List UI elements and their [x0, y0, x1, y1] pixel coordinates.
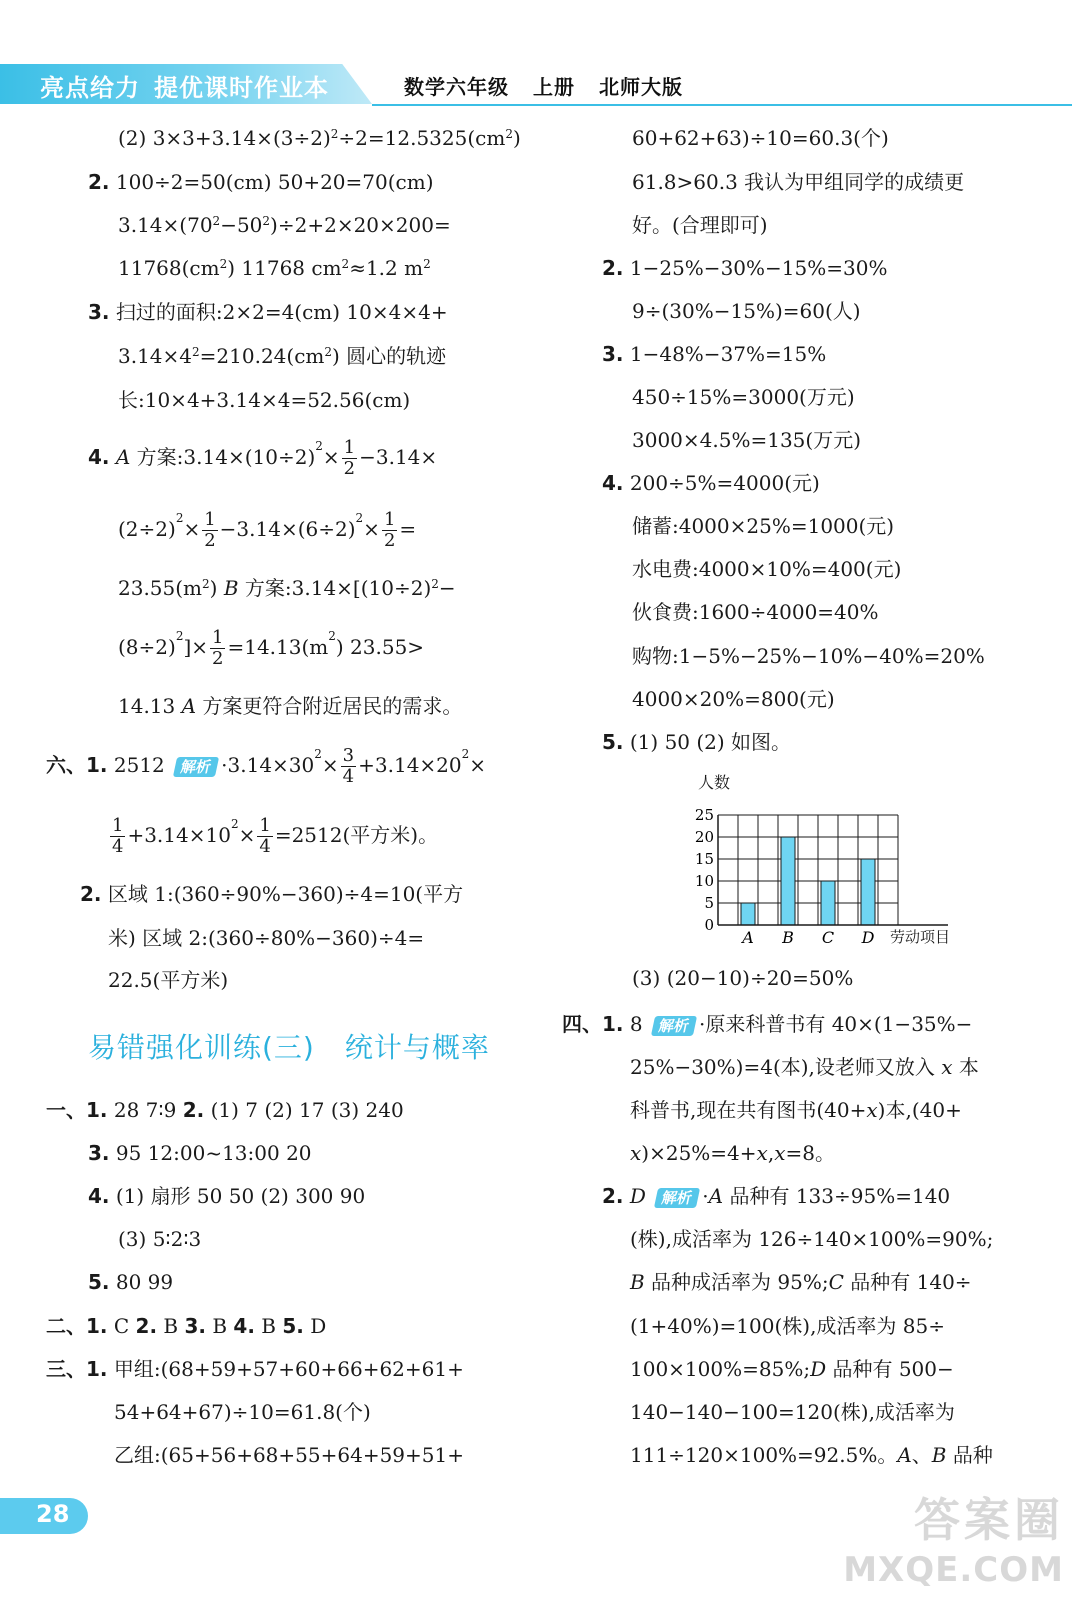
answer-line: 2. 1−25%−30%−15%=30% — [602, 256, 888, 280]
book-info — [404, 71, 707, 100]
fraction: $\frac{1}{2}$ — [383, 509, 396, 551]
volume: 上册 — [533, 75, 575, 99]
answer-line: 3. 95 12:00~13:00 20 — [88, 1141, 312, 1165]
answer-line: $3.14\times(70^2-50^2)\div 2+2\times 20\times 200=$ — [118, 213, 451, 237]
brand-name: 亮点给力 — [40, 74, 140, 102]
answer-line: 2. 区域 1:(360÷90%−360)÷4=10(平方 — [80, 882, 464, 906]
y-tick-label: 5 — [704, 894, 714, 912]
answer-line: 3000×4.5%=135(万元) — [632, 428, 862, 452]
answer-line: 长:10×4+3.14×4=52.56(cm) — [118, 388, 411, 412]
y-tick-label: 25 — [694, 806, 714, 824]
y-tick-label: 20 — [694, 828, 714, 846]
bar-C — [821, 881, 835, 925]
answer-line: 450÷15%=3000(万元) — [632, 385, 855, 409]
answer-line: 储蓄:4000×25%=1000(元) — [632, 514, 895, 538]
answer-line: 购物:1−5%−25%−10%−40%=20% — [632, 644, 985, 668]
fraction: $\frac{1}{4}$ — [112, 815, 124, 857]
y-axis-label: 人数 — [698, 773, 731, 792]
answer-line: 25%−30%)=4(本),设老师又放入 x 本 — [630, 1055, 979, 1079]
header-rule — [372, 104, 1072, 106]
analysis-badge: 解析 — [654, 1188, 700, 1208]
fraction: $\frac{3}{4}$ — [342, 745, 355, 787]
analysis-badge: 解析 — [173, 757, 219, 777]
answer-line: 54+64+67)÷10=61.8(个) — [114, 1400, 371, 1424]
fraction: $\frac{1}{2}$ — [204, 509, 216, 551]
answer-line: 5. 80 99 — [88, 1270, 174, 1294]
answer-line: $23.55(m^2)$ B 方案$:3.14\times[(10\div 2)^2-$ — [118, 576, 456, 600]
answer-line: 60+62+63)÷10=60.3(个) — [632, 126, 889, 150]
answer-line: 14.13 A 方案更符合附近居民的需求。 — [118, 694, 463, 718]
answer-line: 米) 区域 2:(360÷80%−360)÷4= — [108, 926, 425, 950]
answer-line: $(8\div 2)^2]\times$ $\frac{1}{2}$ $=14.13(m^2)$ 23.55> — [118, 627, 425, 669]
fraction: $\frac{1}{4}$ — [259, 815, 271, 857]
answer-line: 六、1. 2512 解析 $\cdot 3.14\times 30^2\times$ $\frac{3}{4}$ $+3.14\times 20^2\times$ — [46, 745, 487, 787]
answer-line: 水电费:4000×10%=400(元) — [632, 557, 902, 581]
answer-line: 140−140−100=120(株),成活率为 — [630, 1400, 955, 1424]
answer-line: 好。(合理即可) — [632, 213, 768, 237]
answer-line: 2. D 解析 ·A 品种有 133÷95%=140 — [602, 1184, 951, 1208]
x-tick-label: D — [861, 928, 875, 947]
answer-line: 乙组:(65+56+68+55+64+59+51+ — [114, 1443, 464, 1467]
bar-B — [781, 837, 795, 925]
answer-line: 4. A 方案$:3.14\times(10\div 2)^2\times$ $\frac{1}{2}$ −3.14× — [88, 437, 438, 479]
answer-line: 三、1. 甲组:(68+59+57+60+66+62+61+ — [46, 1357, 464, 1381]
answer-line: 22.5(平方米) — [108, 968, 229, 992]
answer-line: 4000×20%=800(元) — [632, 687, 835, 711]
x-axis-label: 劳动项目 — [890, 928, 951, 946]
answer-line: B 品种成活率为 95%;C 品种有 140÷ — [630, 1270, 972, 1294]
page-header — [0, 0, 1086, 112]
answer-line: (株),成活率为 126÷140×100%=90%; — [630, 1227, 994, 1251]
answer-line: (1+40%)=100(株),成活率为 85÷ — [630, 1314, 945, 1338]
analysis-badge: 解析 — [651, 1016, 697, 1036]
answer-line: $11768(cm^2)$ 11768 $cm^2\approx 1.2$ $m^2$ — [118, 256, 431, 280]
answer-line: 3. 1−48%−37%=15% — [602, 342, 827, 366]
section-title: 易错强化训练(三) 统计与概率 — [88, 1031, 490, 1064]
fraction: $\frac{1}{2}$ — [343, 437, 356, 479]
answer-line: 科普书,现在共有图书(40+x)本,(40+ — [630, 1098, 962, 1122]
answer-line: 9÷(30%−15%)=60(人) — [632, 299, 861, 323]
answer-line: 4. (1) 扇形 50 50 (2) 300 90 — [88, 1184, 366, 1208]
answer-line: 2. 100÷2=50(cm) 50+20=70(cm) — [88, 170, 434, 194]
bar-D — [861, 859, 875, 925]
x-tick-label: B — [782, 928, 794, 947]
bar-A — [741, 903, 755, 925]
y-ticks — [695, 806, 714, 934]
answer-line: (3) 5∶2∶3 — [118, 1227, 202, 1251]
answer-line: $\frac{1}{4}$ $+3.14\times 10^2\times$ $\frac{1}{4}$ =2512(平方米)。 — [112, 815, 439, 857]
answer-line: (2) $3\times 3+3.14\times(3\div 2)^2\div 2=12.5325(cm^2)$ — [118, 126, 521, 150]
answer-line: 3. 扫过的面积:2×2=4(cm) 10×4×4+ — [88, 300, 448, 324]
brand-title — [40, 68, 329, 103]
answer-line: 一、1. 28 7∶9 2. (1) 7 (2) 17 (3) 240 — [46, 1098, 404, 1122]
page-number: 28 — [36, 1500, 70, 1528]
answer-line: 100×100%=85%;D 品种有 500− — [630, 1357, 954, 1381]
fraction: $\frac{1}{2}$ — [212, 627, 224, 669]
answer-line: 四、1. 8 解析 ·原来科普书有 40×(1−35%− — [562, 1012, 973, 1036]
answer-line: 4. 200÷5%=4000(元) — [602, 471, 820, 495]
answer-line: 伙食费:1600÷4000=40% — [632, 600, 879, 624]
subject-grade: 数学六年级 — [404, 75, 509, 99]
answer-line: $3.14\times 4^2=210.24(cm^2)$ 圆心的轨迹 — [118, 344, 447, 368]
y-tick-label: 15 — [694, 850, 714, 868]
answer-line: (3) (20−10)÷20=50% — [632, 966, 854, 990]
bar-chart — [676, 770, 976, 950]
brand-subtitle: 提优课时作业本 — [154, 74, 329, 102]
x-tick-label: C — [821, 928, 835, 947]
answer-line: x)×25%=4+x,x=8。 — [630, 1141, 835, 1165]
y-tick-label: 10 — [694, 872, 714, 890]
answer-line: $(2\div 2)^2\times$ $\frac{1}{2}$ $-3.14\times(6\div 2)^2\times$ $\frac{1}{2}$ = — [118, 509, 417, 551]
answer-line: 5. (1) 50 (2) 如图。 — [602, 730, 792, 754]
answer-line: 二、1. C 2. B 3. B 4. B 5. D — [46, 1314, 327, 1338]
y-tick-label: 0 — [704, 916, 714, 934]
x-ticks — [740, 928, 874, 947]
answer-line: 111÷120×100%=92.5%。A、B 品种 — [630, 1443, 993, 1467]
edition: 北师大版 — [599, 75, 683, 99]
answer-line: 61.8>60.3 我认为甲组同学的成绩更 — [632, 170, 965, 194]
x-tick-label: A — [742, 928, 754, 947]
watermark: 答案圈 MXQE.COM — [843, 1493, 1064, 1590]
